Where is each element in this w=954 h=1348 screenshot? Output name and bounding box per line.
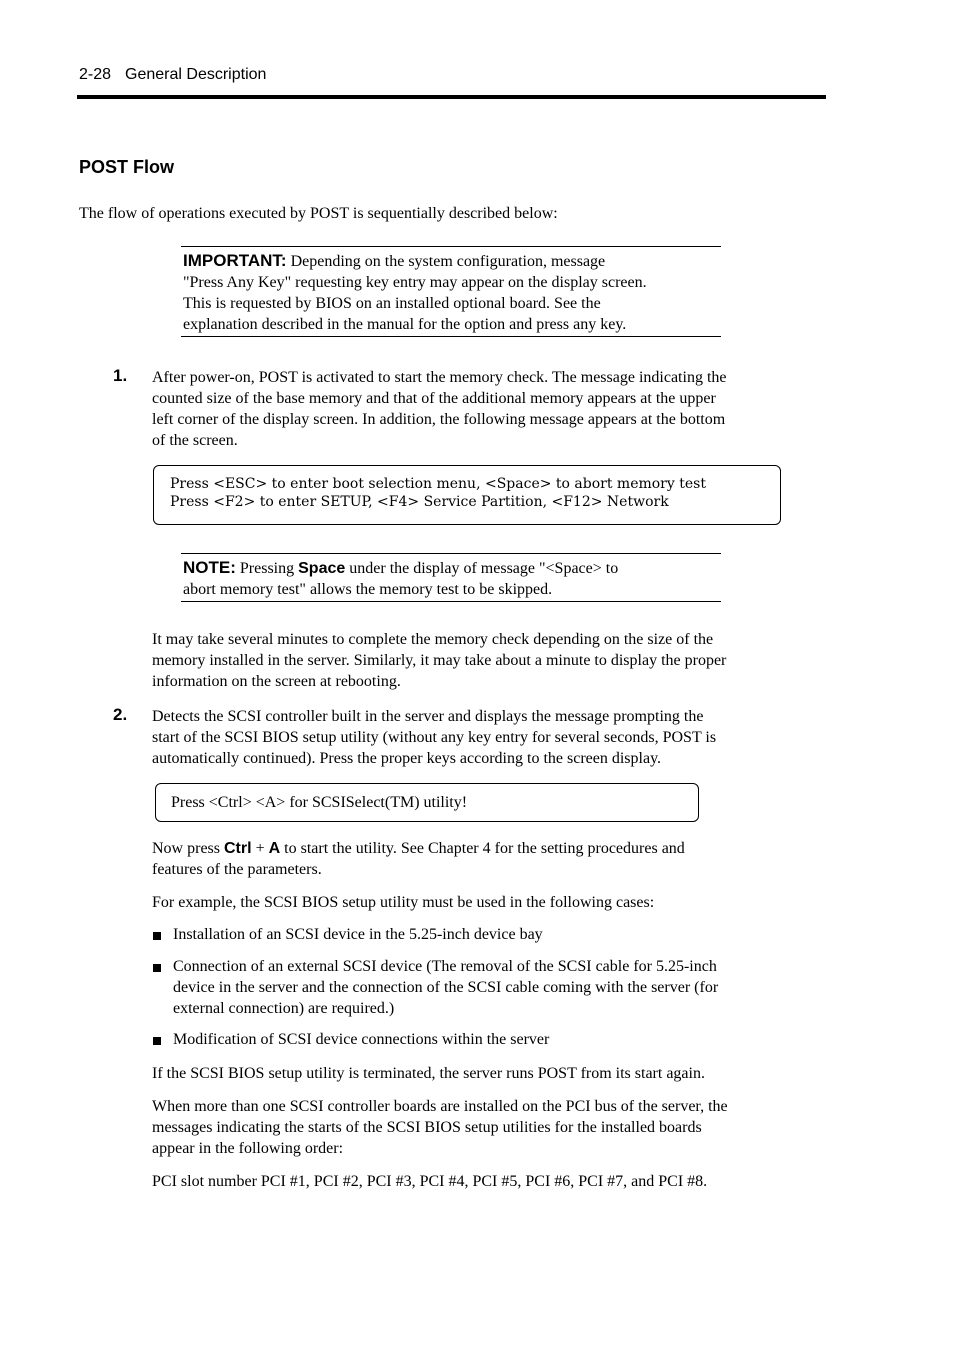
- note-callout: [181, 553, 721, 602]
- scsi-screen-message: [155, 783, 699, 822]
- note-line-2: abort memory test" allows the memory test to be skipped.: [183, 581, 553, 598]
- memory-line-3: information on the screen at rebooting.: [152, 673, 401, 690]
- step-1-line-4: of the screen.: [152, 432, 238, 449]
- step-1-paragraph: [152, 367, 824, 451]
- page-number: 2-28: [79, 66, 112, 83]
- step-2-paragraph: [152, 706, 824, 769]
- step-2-line-3: automatically continued). Press the proper keys according to the screen display.: [152, 750, 662, 767]
- important-text-1: Depending on the system configuration, message: [290, 253, 606, 270]
- note-post: under the display of message "<Space> to: [349, 560, 619, 577]
- page-header: [79, 66, 266, 84]
- memory-line-1: It may take several minutes to complete the memory check depending on the size of the: [152, 631, 714, 648]
- note-line-1: [183, 557, 719, 579]
- bullet-text-1: Installation of an SCSI device in the 5.25-inch device bay: [173, 926, 543, 943]
- step-1-line-2: counted size of the base memory and that of the additional memory appears at the upper: [152, 390, 716, 407]
- plus-sign: +: [255, 840, 265, 857]
- step-1-number: 1.: [113, 366, 128, 385]
- now-press-paragraph: [152, 838, 824, 880]
- step-2-line-1: Detects the SCSI controller built in the server and displays the message prompting the: [152, 708, 704, 725]
- list-item: [152, 1029, 824, 1050]
- important-line-2: "Press Any Key" requesting key entry may appear on the display screen.: [183, 274, 647, 291]
- multi-line-1: When more than one SCSI controller boards are installed on the PCI bus of the server, the: [152, 1098, 728, 1115]
- space-key: Space: [298, 560, 346, 577]
- post-screen-message: [153, 465, 781, 525]
- intro-paragraph: The flow of operations executed by POST is sequentially described below:: [79, 205, 558, 222]
- bullet-square-icon: [153, 964, 161, 972]
- important-tag: IMPORTANT:: [183, 251, 287, 270]
- step-2-line-2: start of the SCSI BIOS setup utility (without any key entry for several seconds, POST is: [152, 729, 717, 746]
- bullet-square-icon: [153, 1037, 161, 1045]
- important-callout: [181, 246, 721, 337]
- multi-controller-paragraph: [152, 1096, 824, 1159]
- list-item: [152, 924, 824, 945]
- bullet-text-3: Modification of SCSI device connections within the server: [173, 1031, 550, 1048]
- now-pre: Now press: [152, 840, 220, 857]
- memory-check-paragraph: [152, 629, 824, 692]
- pci-order-paragraph: PCI slot number PCI #1, PCI #2, PCI #3, PCI #4, PCI #5, PCI #6, PCI #7, and PCI #8.: [152, 1173, 708, 1190]
- now-press-line-1: [152, 838, 824, 859]
- chapter-title: General Description: [125, 66, 267, 83]
- note-pre: Pressing: [239, 560, 295, 577]
- important-line-4: explanation described in the manual for the option and press any key.: [183, 316, 627, 333]
- multi-line-3: appear in the following order:: [152, 1140, 344, 1157]
- step-2-number: 2.: [113, 705, 128, 724]
- step-1-line-3: left corner of the display screen. In addition, the following message appears at the bottom: [152, 411, 726, 428]
- scsi-screen-line: Press <Ctrl> <A> for SCSISelect(TM) utility!: [171, 794, 468, 811]
- now-post: to start the utility. See Chapter 4 for the setting procedures and: [284, 840, 685, 857]
- bullet-2-line-2: device in the server and the connection of the SCSI cable coming with the server (for: [173, 979, 719, 996]
- bullet-square-icon: [153, 932, 161, 940]
- memory-line-2: memory installed in the server. Similarly, it may take about a minute to display the proper: [152, 652, 727, 669]
- terminated-paragraph: If the SCSI BIOS setup utility is terminated, the server runs POST from its start again.: [152, 1065, 705, 1082]
- list-item: [152, 956, 824, 1019]
- note-tag: NOTE:: [183, 558, 236, 577]
- now-press-line-2: features of the parameters.: [152, 861, 322, 878]
- important-line-1: [183, 250, 719, 272]
- header-rule: [77, 95, 826, 99]
- bullet-2-line-1: Connection of an external SCSI device (The removal of the SCSI cable for 5.25-inch: [173, 958, 717, 975]
- a-key: A: [268, 840, 281, 857]
- multi-line-2: messages indicating the starts of the SCSI BIOS setup utilities for the installed boards: [152, 1119, 702, 1136]
- ctrl-key: Ctrl: [224, 840, 252, 857]
- example-paragraph: For example, the SCSI BIOS setup utility must be used in the following cases:: [152, 894, 655, 911]
- screen-line-2: Press <F2> to enter SETUP, <F4> Service Partition, <F12> Network: [170, 494, 669, 510]
- bullet-2-line-3: external connection) are required.): [173, 1000, 395, 1017]
- section-title: POST Flow: [79, 157, 175, 177]
- step-1-line-1: After power-on, POST is activated to start the memory check. The message indicating the: [152, 369, 727, 386]
- screen-line-1: Press <ESC> to enter boot selection menu, <Space> to abort memory test: [170, 476, 706, 492]
- cases-list: [152, 924, 824, 1050]
- important-line-3: This is requested by BIOS on an installed optional board. See the: [183, 295, 601, 312]
